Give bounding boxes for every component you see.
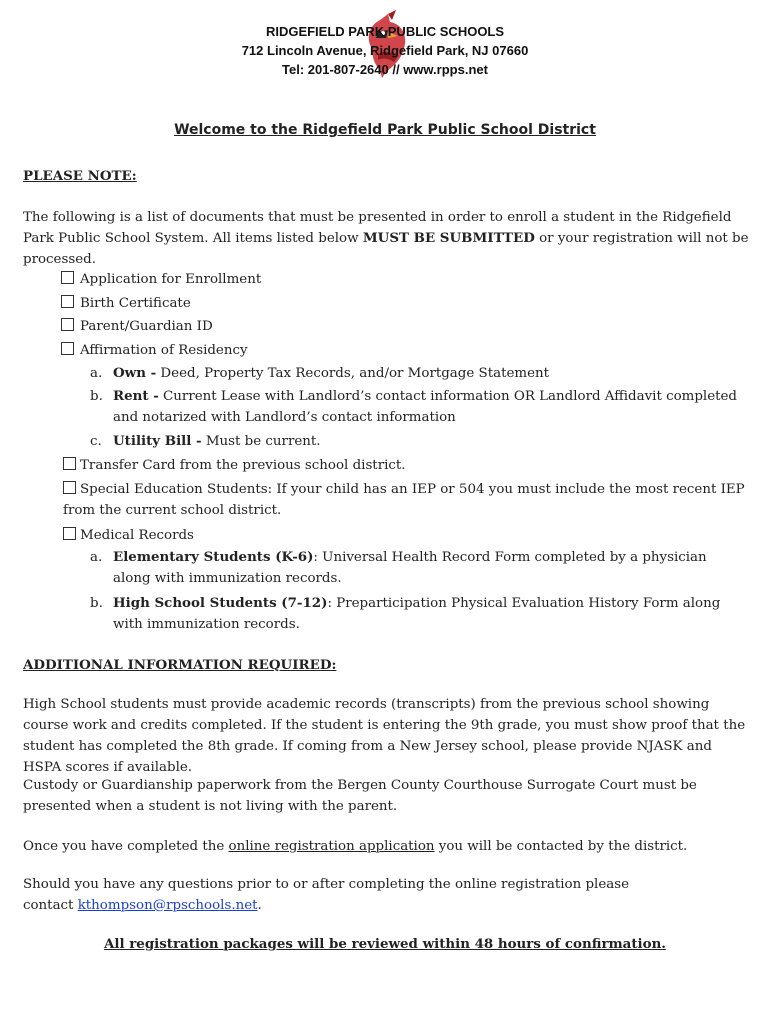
contact-paragraph	[23, 874, 673, 916]
school-letterhead	[0, 22, 770, 79]
registration-paragraph	[23, 836, 753, 857]
checklist-item-birth-certificate	[61, 293, 191, 314]
option-text: Current Lease with Landlord’s contact information OR Landlord Affidavit completed and notarized with Landlord’s contact information	[113, 389, 737, 425]
option-label: High School Students (7-12)	[113, 595, 328, 611]
checklist-label: Birth Certificate	[80, 296, 191, 311]
checklist-label: Medical Records	[80, 528, 194, 543]
checkbox-icon[interactable]	[63, 457, 76, 470]
checklist-item-residency	[61, 340, 248, 361]
school-name: RIDGEFIELD PARK PUBLIC SCHOOLS	[265, 24, 505, 39]
residency-option-rent	[90, 386, 760, 430]
checklist-item-special-education	[63, 479, 753, 521]
option-text: Must be current.	[201, 434, 321, 449]
medical-option-elementary	[90, 547, 760, 591]
school-contact: Tel: 201-807-2640 // www.rpps.net	[282, 62, 488, 77]
intro-text: The following is a list of documents that must be presented in order to enroll a student in the Ridgefield Park Public School System. All items listed below	[23, 210, 732, 246]
review-notice: All registration packages will be reviewed within 48 hours of confirmation.	[104, 936, 666, 952]
medical-option-high-school	[90, 593, 760, 637]
option-label: Utility Bill -	[113, 433, 202, 449]
registration-text-end: you will be contacted by the district.	[434, 839, 688, 854]
transcripts-paragraph: High School students must provide academic records (transcripts) from the previous school showing course work and credits completed. If the student is entering the 9th grade, you must show proof that the student has completed the 8th grade. If coming from a New Jersey school, please provide NJASK and HSPA scores if available.	[23, 697, 746, 775]
checklist-item-guardian-id	[61, 316, 213, 337]
list-marker: a.	[90, 366, 103, 381]
checklist-label: Application for Enrollment	[80, 272, 262, 287]
intro-text-end: or your registration will not be processed.	[23, 231, 749, 267]
registration-text: Once you have completed the	[23, 839, 229, 854]
option-text: Deed, Property Tax Records, and/or Mortgage Statement	[156, 366, 550, 381]
option-label: Own -	[113, 365, 157, 381]
page-title: Welcome to the Ridgefield Park Public School District	[174, 122, 596, 138]
checklist-label: Transfer Card from the previous school district.	[80, 458, 406, 473]
online-registration-link[interactable]: online registration application	[228, 839, 435, 854]
checkbox-icon[interactable]	[63, 527, 76, 540]
checklist-label: Affirmation of Residency	[80, 343, 248, 358]
checkbox-icon[interactable]	[61, 318, 74, 331]
school-address: 712 Lincoln Avenue, Ridgefield Park, NJ 07660	[241, 43, 529, 58]
contact-text-end: .	[257, 898, 262, 913]
list-marker: b.	[90, 389, 103, 404]
option-text: : Universal Health Record Form completed by a physician along with immunization records.	[113, 550, 707, 586]
additional-info-heading: ADDITIONAL INFORMATION REQUIRED:	[23, 657, 337, 673]
residency-option-utility	[90, 431, 760, 452]
residency-option-own	[90, 363, 760, 384]
please-note-heading: PLEASE NOTE:	[23, 168, 137, 184]
option-text: : Preparticipation Physical Evaluation History Form along with immunization records.	[113, 596, 721, 632]
list-marker: b.	[90, 596, 103, 611]
checklist-item-medical	[63, 525, 194, 546]
checklist-item-transfer-card	[63, 455, 406, 476]
contact-text: Should you have any questions prior to or after completing the online registration please contact	[23, 877, 630, 913]
option-label: Elementary Students (K-6)	[113, 549, 314, 565]
contact-email-link[interactable]: kthompson@rpschools.net	[77, 898, 258, 913]
intro-paragraph	[23, 207, 753, 270]
checkbox-icon[interactable]	[61, 342, 74, 355]
checkbox-icon[interactable]	[61, 271, 74, 284]
list-marker: c.	[90, 434, 102, 449]
intro-emphasis: MUST BE SUBMITTED	[362, 230, 535, 246]
option-label: Rent -	[113, 388, 159, 404]
checklist-label: Special Education Students: If your child has an IEP or 504 you must include the most recent IEP from the current school district.	[63, 482, 745, 518]
list-marker: a.	[90, 550, 103, 565]
checklist-label: Parent/Guardian ID	[80, 319, 213, 334]
checklist-item-application	[61, 269, 261, 290]
checkbox-icon[interactable]	[61, 295, 74, 308]
custody-paragraph: Custody or Guardianship paperwork from the Bergen County Courthouse Surrogate Court must be presented when a student is not living with the parent.	[23, 778, 697, 814]
checkbox-icon[interactable]	[63, 481, 76, 494]
